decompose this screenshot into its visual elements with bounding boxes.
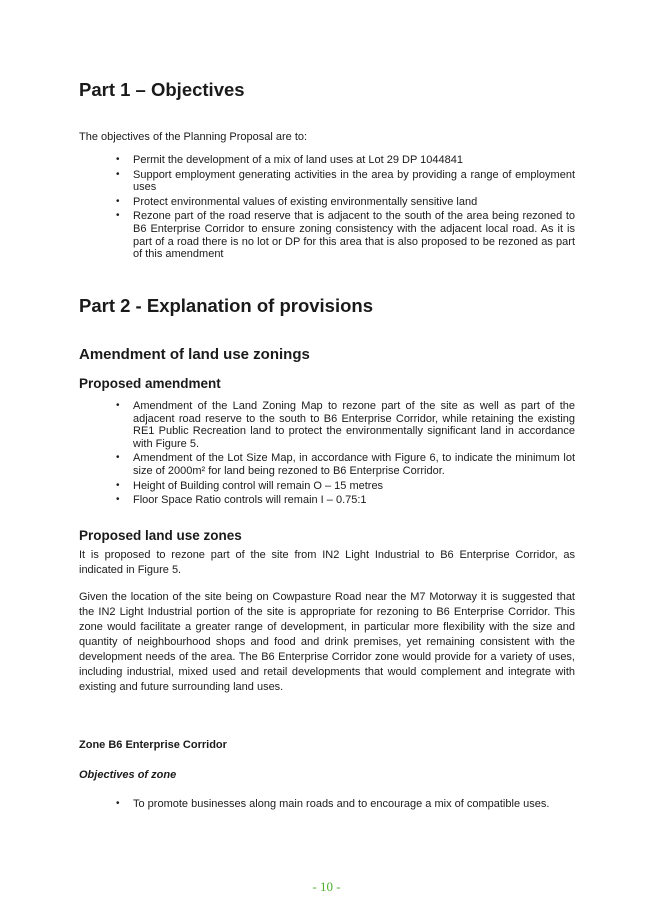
bullet-icon: •: [116, 154, 120, 165]
bullet-icon: •: [116, 479, 120, 491]
list-item: • Amendment of the Land Zoning Map to rezone part of the site as well as part of the adjacent road reserve to the south to B6 Enterprise Corridor, while retaining the existing RE1 Public Recreation land to protect the environmentally significant land in accordance with Figure 5.: [116, 400, 575, 450]
bullet-icon: •: [116, 452, 120, 464]
list-item: • Amendment of the Lot Size Map, in accordance with Figure 6, to indicate the minimum lot size of 2000m² for land being rezoned to B6 Enterprise Corridor.: [116, 452, 575, 477]
objectives-of-zone-heading: Objectives of zone: [79, 769, 177, 781]
proposed-amendment-list: [79, 400, 575, 509]
zone-objectives-list: [79, 798, 575, 813]
part1-heading: Part 1 – Objectives: [79, 79, 245, 100]
proposed-zones-paragraph-1: It is proposed to rezone part of the site from IN2 Light Industrial to B6 Enterprise Corridor, as indicated in Figure 5.: [79, 549, 575, 576]
list-item: • Permit the development of a mix of land uses at Lot 29 DP 1044841: [116, 154, 463, 166]
bullet-icon: •: [116, 400, 120, 411]
proposed-zones-paragraph-2: Given the location of the site being on Cowpasture Road near the M7 Motorway it is suggested that the IN2 Light Industrial portion of the site is appropriate for rezoning to B6 Enterprise Corridor. This zone would facilitate a greater range of development, in particular more flexibility with the size and quantity of neighbourhood shops and food and drink premises, yet remaining consistent with the development needs of the area. The B6 Enterprise Corridor zone would provide for a variety of uses, including industrial, mixed used and retail developments that would complement and integrate with existing and future surrounding land uses.: [79, 591, 575, 693]
part1-intro: The objectives of the Planning Proposal are to:: [79, 131, 308, 143]
zone-b6-heading: Zone B6 Enterprise Corridor: [79, 739, 227, 751]
bullet-icon: •: [116, 798, 120, 809]
list-item: • Support employment generating activities in the area by providing a range of employment uses: [116, 168, 575, 194]
bullet-icon: •: [116, 494, 120, 506]
section-heading-land-use-zonings: Amendment of land use zonings: [79, 346, 310, 363]
subheading-proposed-amendment: Proposed amendment: [79, 376, 221, 391]
part2-heading: Part 2 - Explanation of provisions: [79, 295, 373, 316]
bullet-icon: •: [116, 210, 120, 222]
list-item: • Floor Space Ratio controls will remain I – 0.75:1: [116, 494, 367, 507]
part1-objectives-list: [79, 154, 575, 263]
list-item: • Height of Building control will remain O – 15 metres: [116, 479, 384, 492]
page-number: - 10 -: [312, 879, 341, 894]
list-item: • To promote businesses along main roads and to encourage a mix of compatible uses.: [116, 798, 550, 810]
list-item: • Protect environmental values of existing environmentally sensitive land: [116, 195, 478, 208]
bullet-icon: •: [116, 195, 120, 207]
bullet-icon: •: [116, 168, 120, 180]
list-item: • Rezone part of the road reserve that is adjacent to the south of the area being rezoned to B6 Enterprise Corridor to ensure zoning consistency with the adjacent local road. As it is part of a road there is no lot or DP for this area that is also proposed to be rezoned as part of this amendment: [116, 210, 575, 261]
subheading-proposed-land-use-zones: Proposed land use zones: [79, 528, 242, 543]
